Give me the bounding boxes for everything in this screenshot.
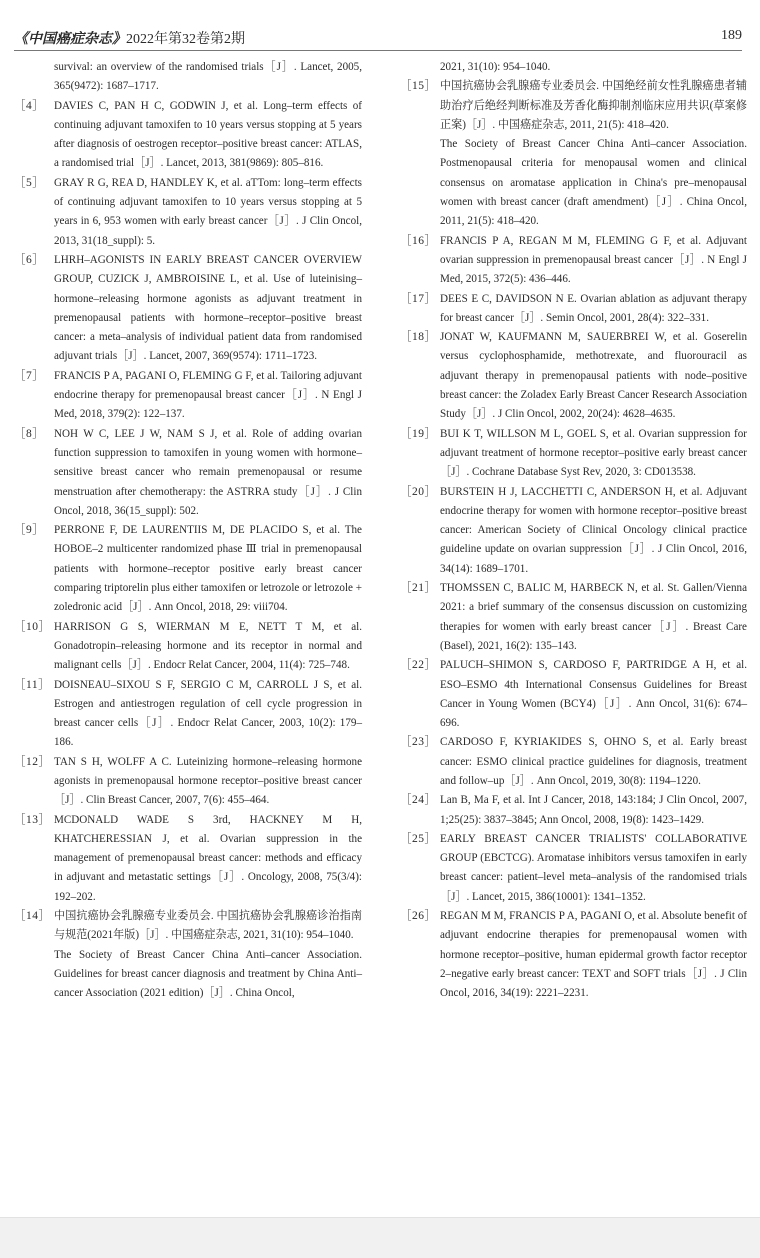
reference-number: ［5］ <box>14 176 45 189</box>
reference-number: ［9］ <box>14 524 45 537</box>
reference-text <box>54 676 362 753</box>
reference-paragraph: EARLY BREAST CANCER TRIALISTS' COLLABORATIVE GROUP (EBCTCG). Aromatase inhibitors versus tamoxifen in early breast cancer: patient–level meta–analysis of the randomised trials［J］. Lancet, 2015, 386(10001): 1341–1352. <box>440 832 747 903</box>
reference-paragraph: PALUCH–SHIMON S, CARDOSO F, PARTRIDGE A H, et al. ESO–ESMO 4th International Consensus Guidelines for Breast Cancer in Young Women (BCY4)［J］. Ann Oncol, 31(6): 674–696. <box>440 659 747 730</box>
reference-text <box>440 579 747 656</box>
reference-paragraph: CARDOSO F, KYRIAKIDES S, OHNO S, et al. Early breast cancer: ESMO clinical practice guidelines for diagnosis, treatment and follow–up［J］. Ann Oncol, 2019, 30(8): 1194–1220. <box>440 736 747 787</box>
reference-paragraph: BUI K T, WILLSON M L, GOEL S, et al. Ovarian suppression for adjuvant treatment of hormone receptor–positive early breast cancer［J］. Cochrane Database Syst Rev, 2020, 3: CD013538. <box>440 427 747 479</box>
reference-text <box>54 367 362 425</box>
reference-number: ［4］ <box>14 99 45 112</box>
reference-paragraph: DOISNEAU–SIXOU S F, SERGIO C M, CARROLL J S, et al. Estrogen and antiestrogen regulation of cell cycle progression in breast cancer cells［J］. Endocr Relat Cancer, 2003, 10(2): 179–186. <box>54 678 362 749</box>
reference-paragraph: HARRISON G S, WIERMAN M E, NETT T M, et al. Gonadotropin–releasing hormone and its receptor in normal and malignant cells［J］. Endocr Relat Cancer, 2004, 11(4): 725–748. <box>54 620 362 672</box>
reference-text <box>440 328 747 424</box>
reference-paragraph: 中国抗癌协会乳腺癌专业委员会. 中国绝经前女性乳腺癌患者辅助治疗后绝经判断标准及芳香化酶抑制剂临床应用共识(草案修正案)［J］. 中国癌症杂志, 2011, 21(5): 418–420. <box>440 80 747 131</box>
reference-number: ［6］ <box>14 253 45 266</box>
reference-number: ［18］ <box>400 331 437 344</box>
reference-number: ［11］ <box>14 678 51 691</box>
journal-name: 《中国癌症杂志》 <box>14 32 126 47</box>
page-header <box>14 28 742 51</box>
reference-text <box>440 656 747 733</box>
reference-item <box>14 811 362 907</box>
reference-item <box>400 733 747 791</box>
reference-item <box>400 328 747 424</box>
reference-number: ［26］ <box>400 910 437 923</box>
reference-item <box>400 290 747 329</box>
reference-text <box>54 907 362 1003</box>
reference-number: ［10］ <box>14 620 51 633</box>
journal-issue: 2022年第32卷第2期 <box>126 32 245 47</box>
reference-text <box>54 811 362 907</box>
reference-paragraph: FRANCIS P A, REGAN M M, FLEMING G F, et al. Adjuvant ovarian suppression in premenopausal breast cancer［J］. N Engl J Med, 2015, 372(5): 436–446. <box>440 234 747 286</box>
reference-number: ［23］ <box>400 736 437 749</box>
reference-item <box>14 97 362 174</box>
reference-item <box>400 907 747 1003</box>
reference-text <box>54 753 362 811</box>
reference-item <box>14 907 362 1003</box>
reference-paragraph: GRAY R G, REA D, HANDLEY K, et al. aTTom: long–term effects of continuing adjuvant tamoxifen to 10 years versus stopping at 5 years in 6, 953 women with early breast cancer［J］. J Clin Oncol, 2013, 31(18_suppl): 5. <box>54 176 362 247</box>
reference-paragraph: JONAT W, KAUFMANN M, SAUERBREI W, et al. Goserelin versus cyclophosphamide, methotrexate, and fluorouracil as adjuvant therapy in premenopausal patients with node–positive breast cancer: the Zoladex Early Breast Cancer Research Association Study［J］. J Clin Oncol, 2002, 20(24): 4628–4635. <box>440 331 747 421</box>
reference-paragraph: 中国抗癌协会乳腺癌专业委员会. 中国抗癌协会乳腺癌诊治指南与规范(2021年版)［J］. 中国癌症杂志, 2021, 31(10): 954–1040. <box>54 910 362 942</box>
reference-continuation <box>14 58 362 97</box>
reference-item <box>400 656 747 733</box>
reference-paragraph: 2021, 31(10): 954–1040. <box>440 61 551 73</box>
reference-text <box>54 618 362 676</box>
page-number: 189 <box>721 28 742 43</box>
reference-number: ［13］ <box>14 813 51 826</box>
reference-text <box>440 232 747 290</box>
reference-number: ［7］ <box>14 369 45 382</box>
reference-item <box>14 618 362 676</box>
reference-number: ［12］ <box>14 755 51 768</box>
reference-number: ［21］ <box>400 582 437 595</box>
reference-text <box>440 483 747 579</box>
reference-item <box>400 425 747 483</box>
reference-paragraph: TAN S H, WOLFF A C. Luteinizing hormone–releasing hormone agonists in premenopausal hormone receptor–positive breast cancer［J］. Clin Breast Cancer, 2007, 7(6): 455–464. <box>54 755 362 807</box>
reference-paragraph: THOMSSEN C, BALIC M, HARBECK N, et al. St. Gallen/Vienna 2021: a brief summary of the consensus discussion on customizing therapies for women with early breast cancer［J］. Breast Care (Basel), 2021, 16(2): 135–143. <box>440 582 747 652</box>
reference-item <box>14 367 362 425</box>
reference-text <box>440 425 747 483</box>
reference-paragraph: BURSTEIN H J, LACCHETTI C, ANDERSON H, et al. Adjuvant endocrine therapy for women with hormone receptor–positive breast cancer: American Society of Clinical Oncology clinical practice guideline update on ovarian suppression［J］. J Clin Oncol, 2016, 34(14): 1689–1701. <box>440 485 747 575</box>
reference-number: ［22］ <box>400 659 437 672</box>
reference-paragraph: PERRONE F, DE LAURENTIIS M, DE PLACIDO S, et al. The HOBOE–2 multicenter randomized phase Ⅲ trial in premenopausal patients with hormone–receptor positive early breast cancer comparing triptorelin plus either tamoxifen or letrozole or letrozole + zoledronic acid［J］. Ann Oncol, 2018, 29: viii704. <box>54 524 362 614</box>
viewer-bottom-bar <box>0 1217 760 1258</box>
reference-item <box>14 676 362 753</box>
reference-item <box>14 521 362 617</box>
reference-item <box>400 830 747 907</box>
reference-paragraph: MCDONALD WADE S 3rd, HACKNEY M H, KHATCHERESSIAN J, et al. Ovarian suppression in the management of premenopausal breast cancer: methods and efficacy in adjuvant and metastatic settings［J］. Oncology, 2008, 75(3/4): 192–202. <box>54 813 362 903</box>
reference-paragraph: FRANCIS P A, PAGANI O, FLEMING G F, et al. Tailoring adjuvant endocrine therapy for premenopausal breast cancer［J］. N Engl J Med, 2018, 379(2): 122–137. <box>54 369 362 421</box>
reference-item <box>14 753 362 811</box>
reference-number: ［25］ <box>400 832 437 845</box>
reference-number: ［8］ <box>14 427 45 440</box>
reference-item <box>400 77 747 231</box>
reference-item <box>400 483 747 579</box>
reference-number: ［20］ <box>400 485 437 498</box>
reference-paragraph: The Society of Breast Cancer China Anti–cancer Association. Postmenopausal criteria for menopausal women and clinical consensus on aromatase application in China's pre–menopausal women with breast cancer (draft amendment)［J］. China Oncol, 2011, 21(5): 418–420. <box>440 138 747 228</box>
reference-text <box>54 251 362 367</box>
reference-text <box>440 791 747 830</box>
reference-text <box>54 425 362 521</box>
reference-item <box>400 579 747 656</box>
reference-text <box>54 174 362 251</box>
reference-number: ［14］ <box>14 910 51 923</box>
reference-column-left <box>14 58 362 1004</box>
reference-paragraph: survival: an overview of the randomised trials［J］. Lancet, 2005, 365(9472): 1687–1717. <box>54 61 362 93</box>
reference-number: ［17］ <box>400 292 437 305</box>
reference-text <box>54 97 362 174</box>
reference-text <box>54 521 362 617</box>
reference-item <box>400 791 747 830</box>
reference-text <box>440 907 747 1003</box>
reference-paragraph: DEES E C, DAVIDSON N E. Ovarian ablation as adjuvant therapy for breast cancer［J］. Semin Oncol, 2001, 28(4): 322–331. <box>440 292 747 324</box>
reference-paragraph: DAVIES C, PAN H C, GODWIN J, et al. Long–term effects of continuing adjuvant tamoxifen to 10 years versus stopping at 5 years after diagnosis of oestrogen receptor–positive breast cancer: ATLAS, a randomised trial［J］. Lancet, 2013, 381(9869): 805–816. <box>54 99 362 170</box>
reference-number: ［24］ <box>400 794 437 807</box>
reference-continuation <box>400 58 747 77</box>
reference-text <box>440 77 747 231</box>
reference-text <box>54 58 362 97</box>
reference-paragraph: LHRH–AGONISTS IN EARLY BREAST CANCER OVERVIEW GROUP, CUZICK J, AMBROISINE L, et al. Use of luteinising–hormone–releasing hormone agonists as adjuvant treatment in premenopausal patients with hormone–receptor–positive breast cancer: a meta–analysis of individual patient data from randomised adjuvant trials［J］. Lancet, 2007, 369(9574): 1711–1723. <box>54 253 362 363</box>
reference-item <box>14 174 362 251</box>
reference-text <box>440 290 747 329</box>
reference-item <box>14 425 362 521</box>
reference-text <box>440 58 747 77</box>
reference-item <box>14 251 362 367</box>
reference-number: ［15］ <box>400 80 437 93</box>
reference-number: ［19］ <box>400 427 437 440</box>
journal-title <box>14 28 245 48</box>
reference-text <box>440 830 747 907</box>
reference-paragraph: REGAN M M, FRANCIS P A, PAGANI O, et al. Absolute benefit of adjuvant endocrine therapies for premenopausal women with hormone receptor–positive, human epidermal growth factor receptor 2–negative early breast cancer: TEXT and SOFT trials［J］. J Clin Oncol, 2016, 34(19): 2221–2231. <box>440 910 747 1000</box>
reference-column-right <box>400 58 747 1004</box>
reference-item <box>400 232 747 290</box>
reference-paragraph: Lan B, Ma F, et al. Int J Cancer, 2018, 143:184; J Clin Oncol, 2007, 1;25(25): 3837–3845; Ann Oncol, 2008, 19(8): 1423–1429. <box>440 794 747 826</box>
reference-number: ［16］ <box>400 234 437 247</box>
reference-text <box>440 733 747 791</box>
reference-paragraph: NOH W C, LEE J W, NAM S J, et al. Role of adding ovarian function suppression to tamoxifen in young women with hormone–sensitive breast cancer who remain premenopausal or resume menstruation after chemotherapy: the ASTRRA study［J］. J Clin Oncol, 2018, 36(15_suppl): 502. <box>54 427 362 517</box>
reference-paragraph: The Society of Breast Cancer China Anti–cancer Association. Guidelines for breast cancer diagnosis and treatment by China Anti–cancer Association (2021 edition)［J］. China Oncol, <box>54 948 362 1000</box>
